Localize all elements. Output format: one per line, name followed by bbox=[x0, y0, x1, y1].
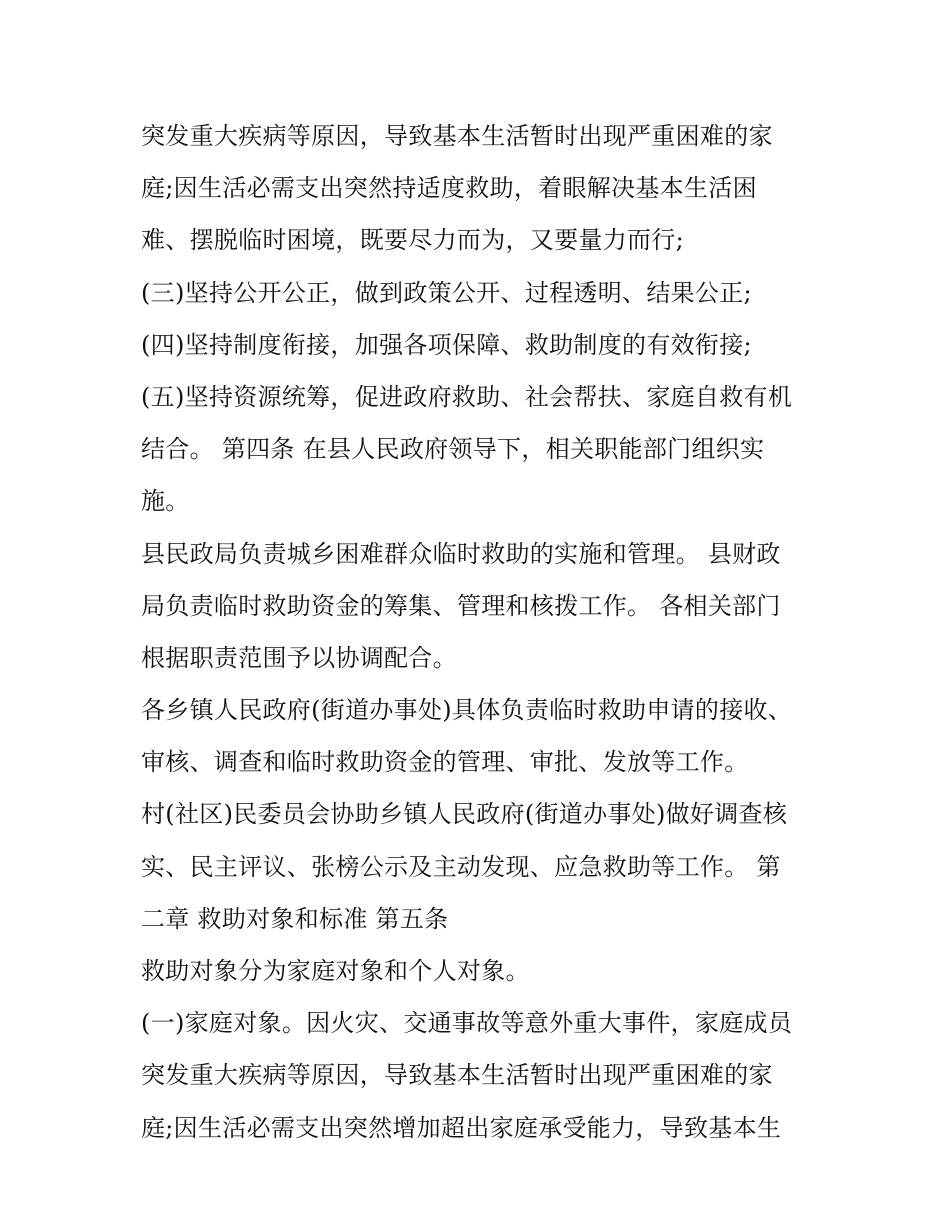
text-line: 审核、调查和临时救助资金的管理、审批、发放等工作。 bbox=[141, 748, 749, 777]
text-line: 难、摆脱临时困境，既要尽力而为，又要量力而行; bbox=[141, 226, 684, 255]
text-line: 结合。 第四条 在县人民政府领导下，相关职能部门组织实 bbox=[141, 435, 765, 464]
text-line: 突发重大疾病等原因，导致基本生活暂时出现严重困难的家 bbox=[141, 122, 773, 150]
text-line: 救助对象分为家庭对象和个人对象。 bbox=[141, 957, 530, 985]
text-line: 实、民主评议、张榜公示及主动发现、应急救助等工作。 第 bbox=[141, 852, 781, 881]
text-line: 庭;因生活必需支出突然持适度救助，着眼解决基本生活困 bbox=[141, 174, 757, 203]
text-line: 二章 救助对象和标准 第五条 bbox=[141, 904, 449, 933]
text-line: (一)家庭对象。因火灾、交通事故等意外重大事件，家庭成员 bbox=[141, 1009, 793, 1038]
text-line: (三)坚持公开公正，做到政策公开、过程透明、结果公正; bbox=[141, 278, 752, 307]
text-line: 县民政局负责城乡困难群众临时救助的实施和管理。 县财政 bbox=[141, 539, 781, 568]
document-body bbox=[141, 110, 821, 1154]
text-line: (四)坚持制度衔接，加强各项保障、救助制度的有效衔接; bbox=[141, 330, 752, 359]
text-line: 庭;因生活必需支出突然增加超出家庭承受能力，导致基本生 bbox=[141, 1113, 782, 1142]
text-line: 各乡镇人民政府(街道办事处)具体负责临时救助申请的接收、 bbox=[141, 696, 793, 725]
text-line: (五)坚持资源统筹，促进政府救助、社会帮扶、家庭自救有机 bbox=[141, 382, 793, 411]
text-line: 根据职责范围予以协调配合。 bbox=[141, 643, 457, 672]
text-line: 施。 bbox=[141, 487, 190, 516]
text-line: 突发重大疾病等原因，导致基本生活暂时出现严重困难的家 bbox=[141, 1061, 773, 1090]
text-line: 局负责临时救助资金的筹集、管理和核拨工作。 各相关部门 bbox=[141, 591, 781, 620]
text-line: 村(社区)民委员会协助乡镇人民政府(街道办事处)做好调查核 bbox=[141, 800, 788, 829]
